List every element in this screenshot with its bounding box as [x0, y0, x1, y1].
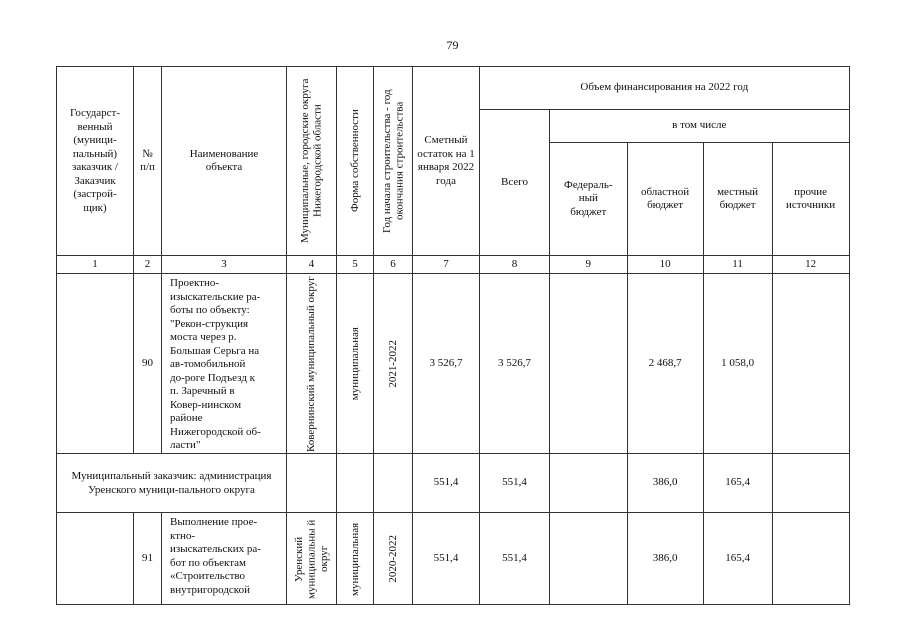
col-number: 10	[627, 256, 703, 274]
client-local: 165,4	[703, 454, 772, 513]
header-other: прочие источники	[772, 143, 849, 256]
row-years: 2021-2022	[374, 274, 413, 454]
row-client-cell	[57, 513, 134, 605]
header-ownership: Форма собственности	[337, 67, 374, 256]
client-name: Муниципальный заказчик: администрация Уренского муници-пального округа	[57, 454, 287, 513]
row-object-name: Выполнение прое-ктно-изыскательских ра-бот по объектам «Строительство внутригородской	[162, 513, 287, 605]
row-client-cell	[57, 274, 134, 454]
col-number: 5	[337, 256, 374, 274]
column-numbers-row	[57, 256, 850, 274]
row-object-name: Проектно-изыскательские ра-боты по объекту: "Рекон-струкция моста через р. Большая Серьга на ав-томобильной до-роге Подъезд к п. Заречный в Ковер-нинском районе Нижегородской об-ласти"	[162, 274, 287, 454]
client-row	[57, 454, 850, 513]
header-balance: Сметный остаток на 1 января 2022 года	[413, 67, 480, 256]
header-district: Муниципальные, городские округа Нижегородской области	[287, 67, 337, 256]
col-number: 12	[772, 256, 849, 274]
row-balance: 3 526,7	[413, 274, 480, 454]
row-district: Ковернинский муниципальный округ	[287, 274, 337, 454]
client-total: 551,4	[480, 454, 550, 513]
client-years	[374, 454, 413, 513]
header-client: Государст-венный (муници-пальный) заказчик / Заказчик (застрой-щик)	[57, 67, 134, 256]
header-number: № п/п	[134, 67, 162, 256]
row-number: 90	[134, 274, 162, 454]
row-regional: 2 468,7	[627, 274, 703, 454]
col-number: 3	[162, 256, 287, 274]
client-regional: 386,0	[627, 454, 703, 513]
header-years: Год начала строительства - год окончания строительства	[374, 67, 413, 256]
col-number: 2	[134, 256, 162, 274]
table-row	[57, 274, 850, 454]
client-federal	[550, 454, 628, 513]
table-row	[57, 513, 850, 605]
row-ownership: муниципальная	[337, 513, 374, 605]
row-total: 551,4	[480, 513, 550, 605]
header-total: Всего	[480, 110, 550, 256]
row-ownership: муниципальная	[337, 274, 374, 454]
financing-table	[56, 66, 850, 605]
header-local: местный бюджет	[703, 143, 772, 256]
col-number: 6	[374, 256, 413, 274]
col-number: 8	[480, 256, 550, 274]
row-local: 165,4	[703, 513, 772, 605]
row-district: Уренский муниципальны й округ	[287, 513, 337, 605]
client-ownership	[337, 454, 374, 513]
client-district	[287, 454, 337, 513]
row-federal	[550, 513, 628, 605]
header-including: в том числе	[550, 110, 850, 143]
row-regional: 386,0	[627, 513, 703, 605]
row-other	[772, 513, 849, 605]
col-number: 9	[550, 256, 628, 274]
row-years: 2020-2022	[374, 513, 413, 605]
client-other	[772, 454, 849, 513]
row-federal	[550, 274, 628, 454]
col-number: 7	[413, 256, 480, 274]
col-number: 11	[703, 256, 772, 274]
header-object-name: Наименование объекта	[162, 67, 287, 256]
client-balance: 551,4	[413, 454, 480, 513]
row-total: 3 526,7	[480, 274, 550, 454]
row-balance: 551,4	[413, 513, 480, 605]
header-regional: областной бюджет	[627, 143, 703, 256]
row-number: 91	[134, 513, 162, 605]
col-number: 4	[287, 256, 337, 274]
row-local: 1 058,0	[703, 274, 772, 454]
page-number: 79	[446, 38, 459, 52]
header-federal: Федераль-ный бюджет	[550, 143, 628, 256]
row-other	[772, 274, 849, 454]
col-number: 1	[57, 256, 134, 274]
header-financing: Объем финансирования на 2022 год	[480, 67, 850, 110]
